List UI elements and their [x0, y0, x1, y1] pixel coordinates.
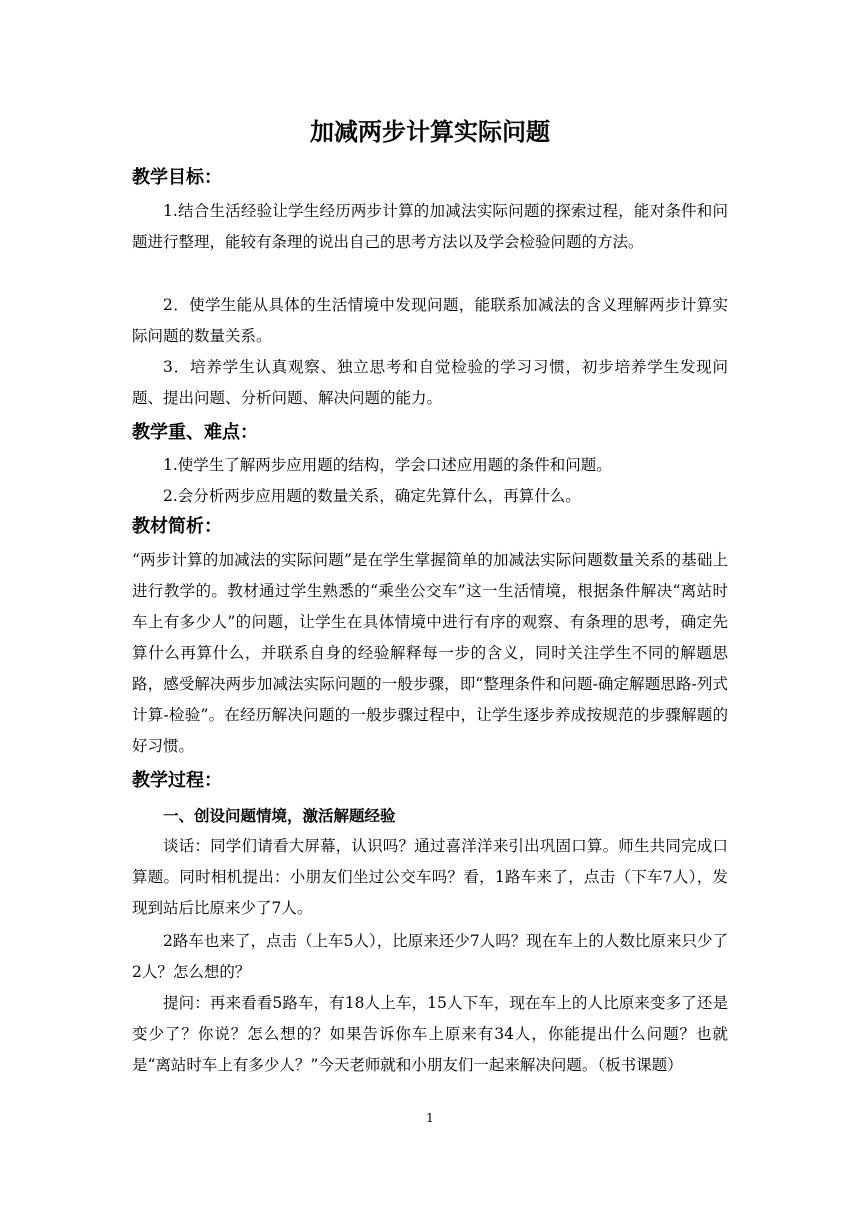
heading-key-points: 教学重、难点： [132, 422, 258, 443]
heading-material: 教材简析： [132, 516, 222, 537]
material-paragraph: “两步计算的加减法的实际问题”是在学生掌握简单的加减法实际问题数量关系的基础上进行教学的。教材通过学生熟悉的“乘坐公交车”这一生活情境，根据条件解决“离站时车上有多少人”的问题，让学生在具体情境中进行有序的观察、有条理的思考，确定先算什么再算什么，并联系自身的经验解释每一步的含义，同时关注学生不同的解题思路，感受解决两步加减法实际问题的一般步骤，即“整理条件和问题-确定解题思路-列式计算-检验”。在经历解决问题的一般步骤过程中，让学生逐步养成按规范的步骤解题的好习惯。 [132, 551, 728, 755]
process-paragraph-1: 谈话：同学们请看大屏幕，认识吗？通过喜洋洋来引出巩固口算。师生共同完成口算题。同时相机提出：小朋友们坐过公交车吗？看，1路车来了，点击（下车7人），发现到站后比原来少了7人。 [132, 837, 728, 917]
objective-paragraph-1: 1.结合生活经验让学生经历两步计算的加减法实际问题的探索过程，能对条件和问题进行整理，能较有条理的说出自己的思考方法以及学会检验问题的方法。 [132, 202, 728, 251]
objective-paragraph-2: 2．使学生能从具体的生活情境中发现问题，能联系加减法的含义理解两步计算实际问题的数量关系。 [132, 296, 728, 345]
process-subheading: 一、创设问题情境，激活解题经验 [163, 806, 396, 825]
process-paragraph-3: 提问：再来看看5路车，有18人上车，15人下车，现在车上的人比原来变多了还是变少了？你说？怎么想的？如果告诉你车上原来有34人，你能提出什么问题？也就是“离站时车上有多少人？”今天老师就和小朋友们一起来解决问题。（板书课题） [132, 994, 728, 1074]
heading-objectives: 教学目标： [132, 167, 222, 188]
key-point-paragraph-1: 1.使学生了解两步应用题的结构，学会口述应用题的条件和问题。 [163, 456, 612, 474]
heading-process: 教学过程： [132, 770, 222, 791]
objective-paragraph-3: 3．培养学生认真观察、独立思考和自觉检验的学习习惯，初步培养学生发现问题、提出问题、分析问题、解决问题的能力。 [132, 358, 728, 407]
key-point-paragraph-2: 2.会分析两步应用题的数量关系，确定先算什么，再算什么。 [163, 487, 581, 505]
document-title: 加减两步计算实际问题 [310, 117, 550, 146]
page-number: 1 [426, 1111, 434, 1125]
process-paragraph-2: 2路车也来了，点击（上车5人），比原来还少7人吗？现在车上的人数比原来只少了2人？怎么想的？ [132, 932, 728, 981]
